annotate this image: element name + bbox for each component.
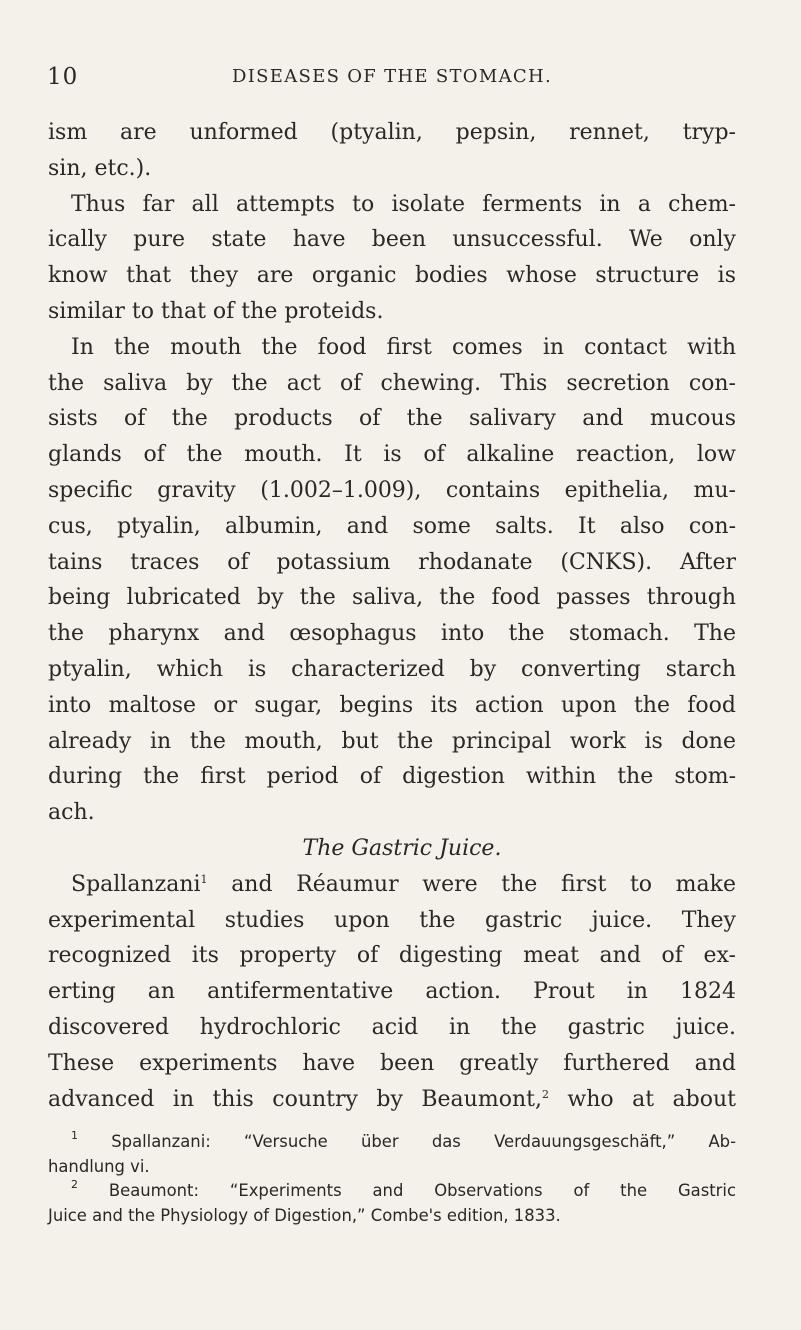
text-line: In the mouth the food first comes in contact with xyxy=(71,334,736,360)
footnote-marker: 1 xyxy=(71,1129,78,1142)
paragraph-saliva xyxy=(48,330,736,831)
text-line: the pharynx and œsophagus into the stomach. The xyxy=(48,621,736,647)
footnote-line xyxy=(48,1179,736,1204)
text-line: erting an antifermentative action. Prout in 1824 xyxy=(48,979,736,1005)
text-line: experimental studies upon the gastric juice. They xyxy=(48,907,736,933)
footnote-marker: 2 xyxy=(71,1178,78,1192)
text-fragment: advanced in this country by Beaumont, xyxy=(48,1086,542,1112)
text-line: already in the mouth, but the principal work is done xyxy=(48,728,736,754)
text-line: know that they are organic bodies whose structure is xyxy=(48,263,736,289)
footnote-ref: 1 xyxy=(200,872,208,886)
page-number: 10 xyxy=(47,64,79,90)
text-line: These experiments have been greatly furthered and xyxy=(48,1050,736,1076)
text-line: the saliva by the act of chewing. This secretion con- xyxy=(48,370,736,396)
footnote-line xyxy=(48,1130,736,1155)
text-line: ach. xyxy=(48,800,95,826)
running-title: DISEASES OF THE STOMACH. xyxy=(232,66,552,87)
text-line xyxy=(48,1082,736,1118)
text-line: sists of the products of the salivary and mucous xyxy=(48,406,736,432)
text-line: during the first period of digestion within the stom- xyxy=(48,764,736,790)
text-line: ptyalin, which is characterized by converting starch xyxy=(48,656,736,682)
text-line: tains traces of potassium rhodanate (CNKS). After xyxy=(48,549,736,575)
text-fragment: who at about xyxy=(548,1086,736,1112)
footnote xyxy=(48,1179,736,1228)
text-line: similar to that of the proteids. xyxy=(48,298,384,324)
text-fragment: Beaumont: “Experiments and Observations of the Gastric xyxy=(78,1181,736,1201)
running-head xyxy=(47,64,737,94)
footnote-ref: 2 xyxy=(541,1087,549,1101)
text-line: recognized its property of digesting meat and of ex- xyxy=(48,943,736,969)
text-line: ically pure state have been unsuccessful. We only xyxy=(48,227,736,253)
footnotes xyxy=(48,1130,736,1228)
footnote-line: Juice and the Physiology of Digestion,” Combe's edition, 1833. xyxy=(48,1205,561,1225)
text-fragment: Spallanzani xyxy=(71,871,201,897)
paragraph-enzymes xyxy=(48,115,736,187)
text-line: ism are unformed (ptyalin, pepsin, rennet, tryp- xyxy=(48,120,736,145)
text-line: Thus far all attempts to isolate ferments in a chem- xyxy=(71,191,736,217)
text-fragment: Spallanzani: “Versuche über das Verdauungsgeschäft,” Ab- xyxy=(78,1132,736,1151)
text-line: specific gravity (1.002–1.009), contains epithelia, mu- xyxy=(48,477,736,503)
section-heading: The Gastric Juice. xyxy=(302,835,502,861)
text-line: discovered hydrochloric acid in the gastric juice. xyxy=(48,1014,736,1040)
footnote-line: handlung vi. xyxy=(48,1156,150,1176)
text-line: cus, ptyalin, albumin, and some salts. It also con- xyxy=(48,513,736,539)
body-text xyxy=(48,115,736,1117)
paragraph-ferments xyxy=(48,187,736,330)
text-line xyxy=(48,867,736,903)
text-line: into maltose or sugar, begins its action upon the food xyxy=(48,692,736,718)
text-line: sin, etc.). xyxy=(48,155,152,181)
paragraph-gastric-juice xyxy=(48,867,736,1118)
text-line: being lubricated by the saliva, the food passes through xyxy=(48,585,736,611)
footnote xyxy=(48,1130,736,1179)
text-line: glands of the mouth. It is of alkaline reaction, low xyxy=(48,442,736,468)
text-fragment: and Réaumur were the first to make xyxy=(207,871,736,897)
